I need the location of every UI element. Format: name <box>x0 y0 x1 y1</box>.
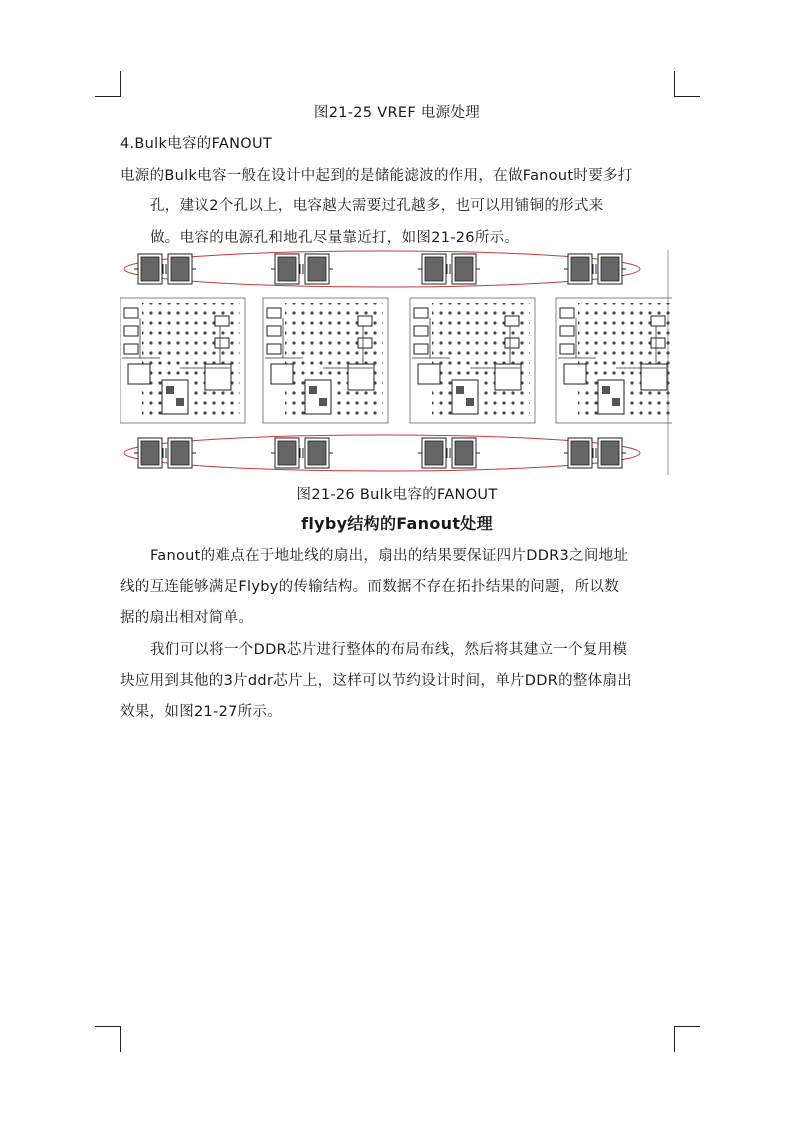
figure-caption-21-26: 图21-26 Bulk电容的FANOUT <box>296 487 498 503</box>
para2-line-3: 效果，如图21-27所示。 <box>120 704 283 720</box>
pcb-fanout-figure <box>120 250 672 475</box>
para1-line-1: Fanout的难点在于地址线的扇出，扇出的结果要保证四片DDR3之间地址 <box>150 548 629 564</box>
crop-mark-bottom-right <box>674 1026 700 1052</box>
para2-line-2: 块应用到其他的3片ddr芯片上，这样可以节约设计时间，单片DDR的整体扇出 <box>120 673 633 689</box>
section4-line-1: 电源的Bulk电容一般在设计中起到的是储能滤波的作用，在做Fanout时要多打 <box>120 168 633 184</box>
para2-line-1: 我们可以将一个DDR芯片进行整体的布局布线，然后将其建立一个复用模 <box>150 642 628 658</box>
subheading-flyby: flyby结构的Fanout处理 <box>301 514 493 533</box>
section4-line-3: 做。电容的电源孔和地孔尽量靠近打，如图21-26所示。 <box>150 230 520 246</box>
para1-line-2: 线的互连能够满足Flyby的传输结构。而数据不存在拓扑结果的问题，所以数 <box>120 579 620 595</box>
crop-mark-top-left <box>95 71 121 97</box>
crop-mark-top-right <box>674 71 700 97</box>
section4-line-2: 孔，建议2个孔以上，电容越大需要过孔越多，也可以用铺铜的形式来 <box>150 198 604 214</box>
figure-caption-21-25: 图21-25 VREF 电源处理 <box>313 105 481 121</box>
section-heading-bulk: 4.Bulk电容的FANOUT <box>120 136 273 152</box>
para1-line-3: 据的扇出相对简单。 <box>120 610 254 626</box>
crop-mark-bottom-left <box>95 1026 121 1052</box>
